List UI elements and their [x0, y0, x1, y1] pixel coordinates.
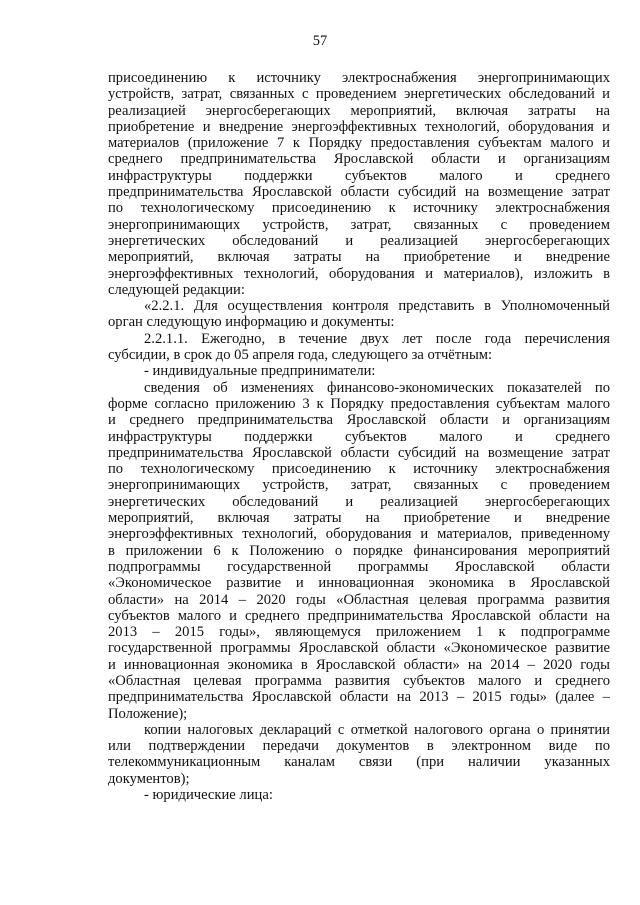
text-line: энергоэффективных технологий, оборудования и материалов, приведенному: [108, 526, 610, 543]
text-line: по технологическому присоединению к источнику электроснабжения: [108, 200, 610, 217]
text-line: энергопринимающих устройств, затрат, связанных с проведением: [108, 216, 610, 233]
text-line: государственной программы Ярославской области «Экономическое развитие: [108, 640, 610, 657]
text-line: приобретение и внедрение энергоэффективных технологий, оборудования и: [108, 118, 610, 135]
text-line: устройств, затрат, связанных с проведением энергетических обследований и: [108, 86, 610, 103]
text-line: энергопринимающих устройств, затрат, связанных с проведением: [108, 477, 610, 494]
text-line: присоединению к источнику электроснабжения энергопринимающих: [108, 70, 610, 86]
text-line: в приложении 6 к Положению о порядке финансирования мероприятий: [108, 542, 610, 559]
text-line: мероприятий, включая затраты на приобретение и внедрение: [108, 249, 610, 266]
text-line: Положение);: [108, 705, 188, 722]
text-line: области» на 2014 – 2020 годы «Областная целевая программа развития: [108, 591, 610, 608]
text-line: подпрограммы государственной программы Ярославской области: [108, 558, 610, 575]
text-line: предпринимательства Ярославской области субсидий на возмещение затрат: [108, 444, 610, 461]
text-line: - индивидуальные предприниматели:: [144, 363, 376, 380]
text-line: энергоэффективных технологий, оборудования и материалов), изложить в: [108, 265, 610, 282]
text-line: 2013 – 2015 годы», являющемуся приложением 1 к подпрограмме: [108, 624, 610, 641]
text-line: и инновационная экономика в Ярославской области» на 2014 – 2020 годы: [108, 656, 610, 673]
document-body: [108, 70, 610, 803]
text-line: или подтверждении передачи документов в электронном виде по: [108, 738, 610, 755]
text-line: инфраструктуры поддержки субъектов малого и среднего: [108, 428, 610, 445]
text-line: и среднего предпринимательства Ярославской области и организациям: [108, 412, 610, 429]
text-line: 2.2.1.1. Ежегодно, в течение двух лет после года перечисления: [144, 330, 610, 347]
text-line: субъектов малого и среднего предпринимательства Ярославской области на: [108, 607, 610, 624]
text-line: «Экономическое развитие и инновационная экономика в Ярославской: [108, 575, 610, 592]
text-line: сведения об изменениях финансово-экономических показателей по: [144, 379, 610, 396]
text-line: документов);: [108, 770, 190, 787]
text-line: «2.2.1. Для осуществления контроля представить в Уполномоченный: [144, 298, 610, 315]
text-line: реализацией энергосберегающих мероприятий, включая затраты на: [108, 102, 610, 119]
text-line: копии налоговых деклараций с отметкой налогового органа о принятии: [144, 721, 610, 738]
text-line: по технологическому присоединению к источнику электроснабжения: [108, 461, 610, 478]
text-line: - юридические лица:: [144, 787, 273, 804]
text-line: среднего предпринимательства Ярославской области и организациям: [108, 151, 610, 168]
text-line: энергетических обследований и реализацией энергосберегающих: [108, 232, 610, 249]
text-line: орган следующую информацию и документы:: [108, 314, 395, 331]
text-line: мероприятий, включая затраты на приобретение и внедрение: [108, 510, 610, 527]
text-line: субсидии, в срок до 05 апреля года, следующего за отчётным:: [108, 347, 493, 364]
text-line: материалов (приложение 7 к Порядку предоставления субъектам малого и: [108, 135, 610, 152]
text-line: инфраструктуры поддержки субъектов малого и среднего: [108, 167, 610, 184]
text-line: телекоммуникационным каналам связи (при наличии указанных: [108, 754, 610, 771]
text-line: предпринимательства Ярославской области субсидий на возмещение затрат: [108, 184, 610, 201]
text-line: «Областная целевая программа развития субъектов малого и среднего: [108, 672, 610, 689]
text-line: следующей редакции:: [108, 281, 245, 298]
text-line: форме согласно приложению 3 к Порядку предоставления субъектам малого: [108, 395, 610, 412]
text-line: предпринимательства Ярославской области на 2013 – 2015 годы» (далее –: [108, 689, 610, 706]
page-number: 57: [312, 33, 328, 49]
text-line: энергетических обследований и реализацией энергосберегающих: [108, 493, 610, 510]
